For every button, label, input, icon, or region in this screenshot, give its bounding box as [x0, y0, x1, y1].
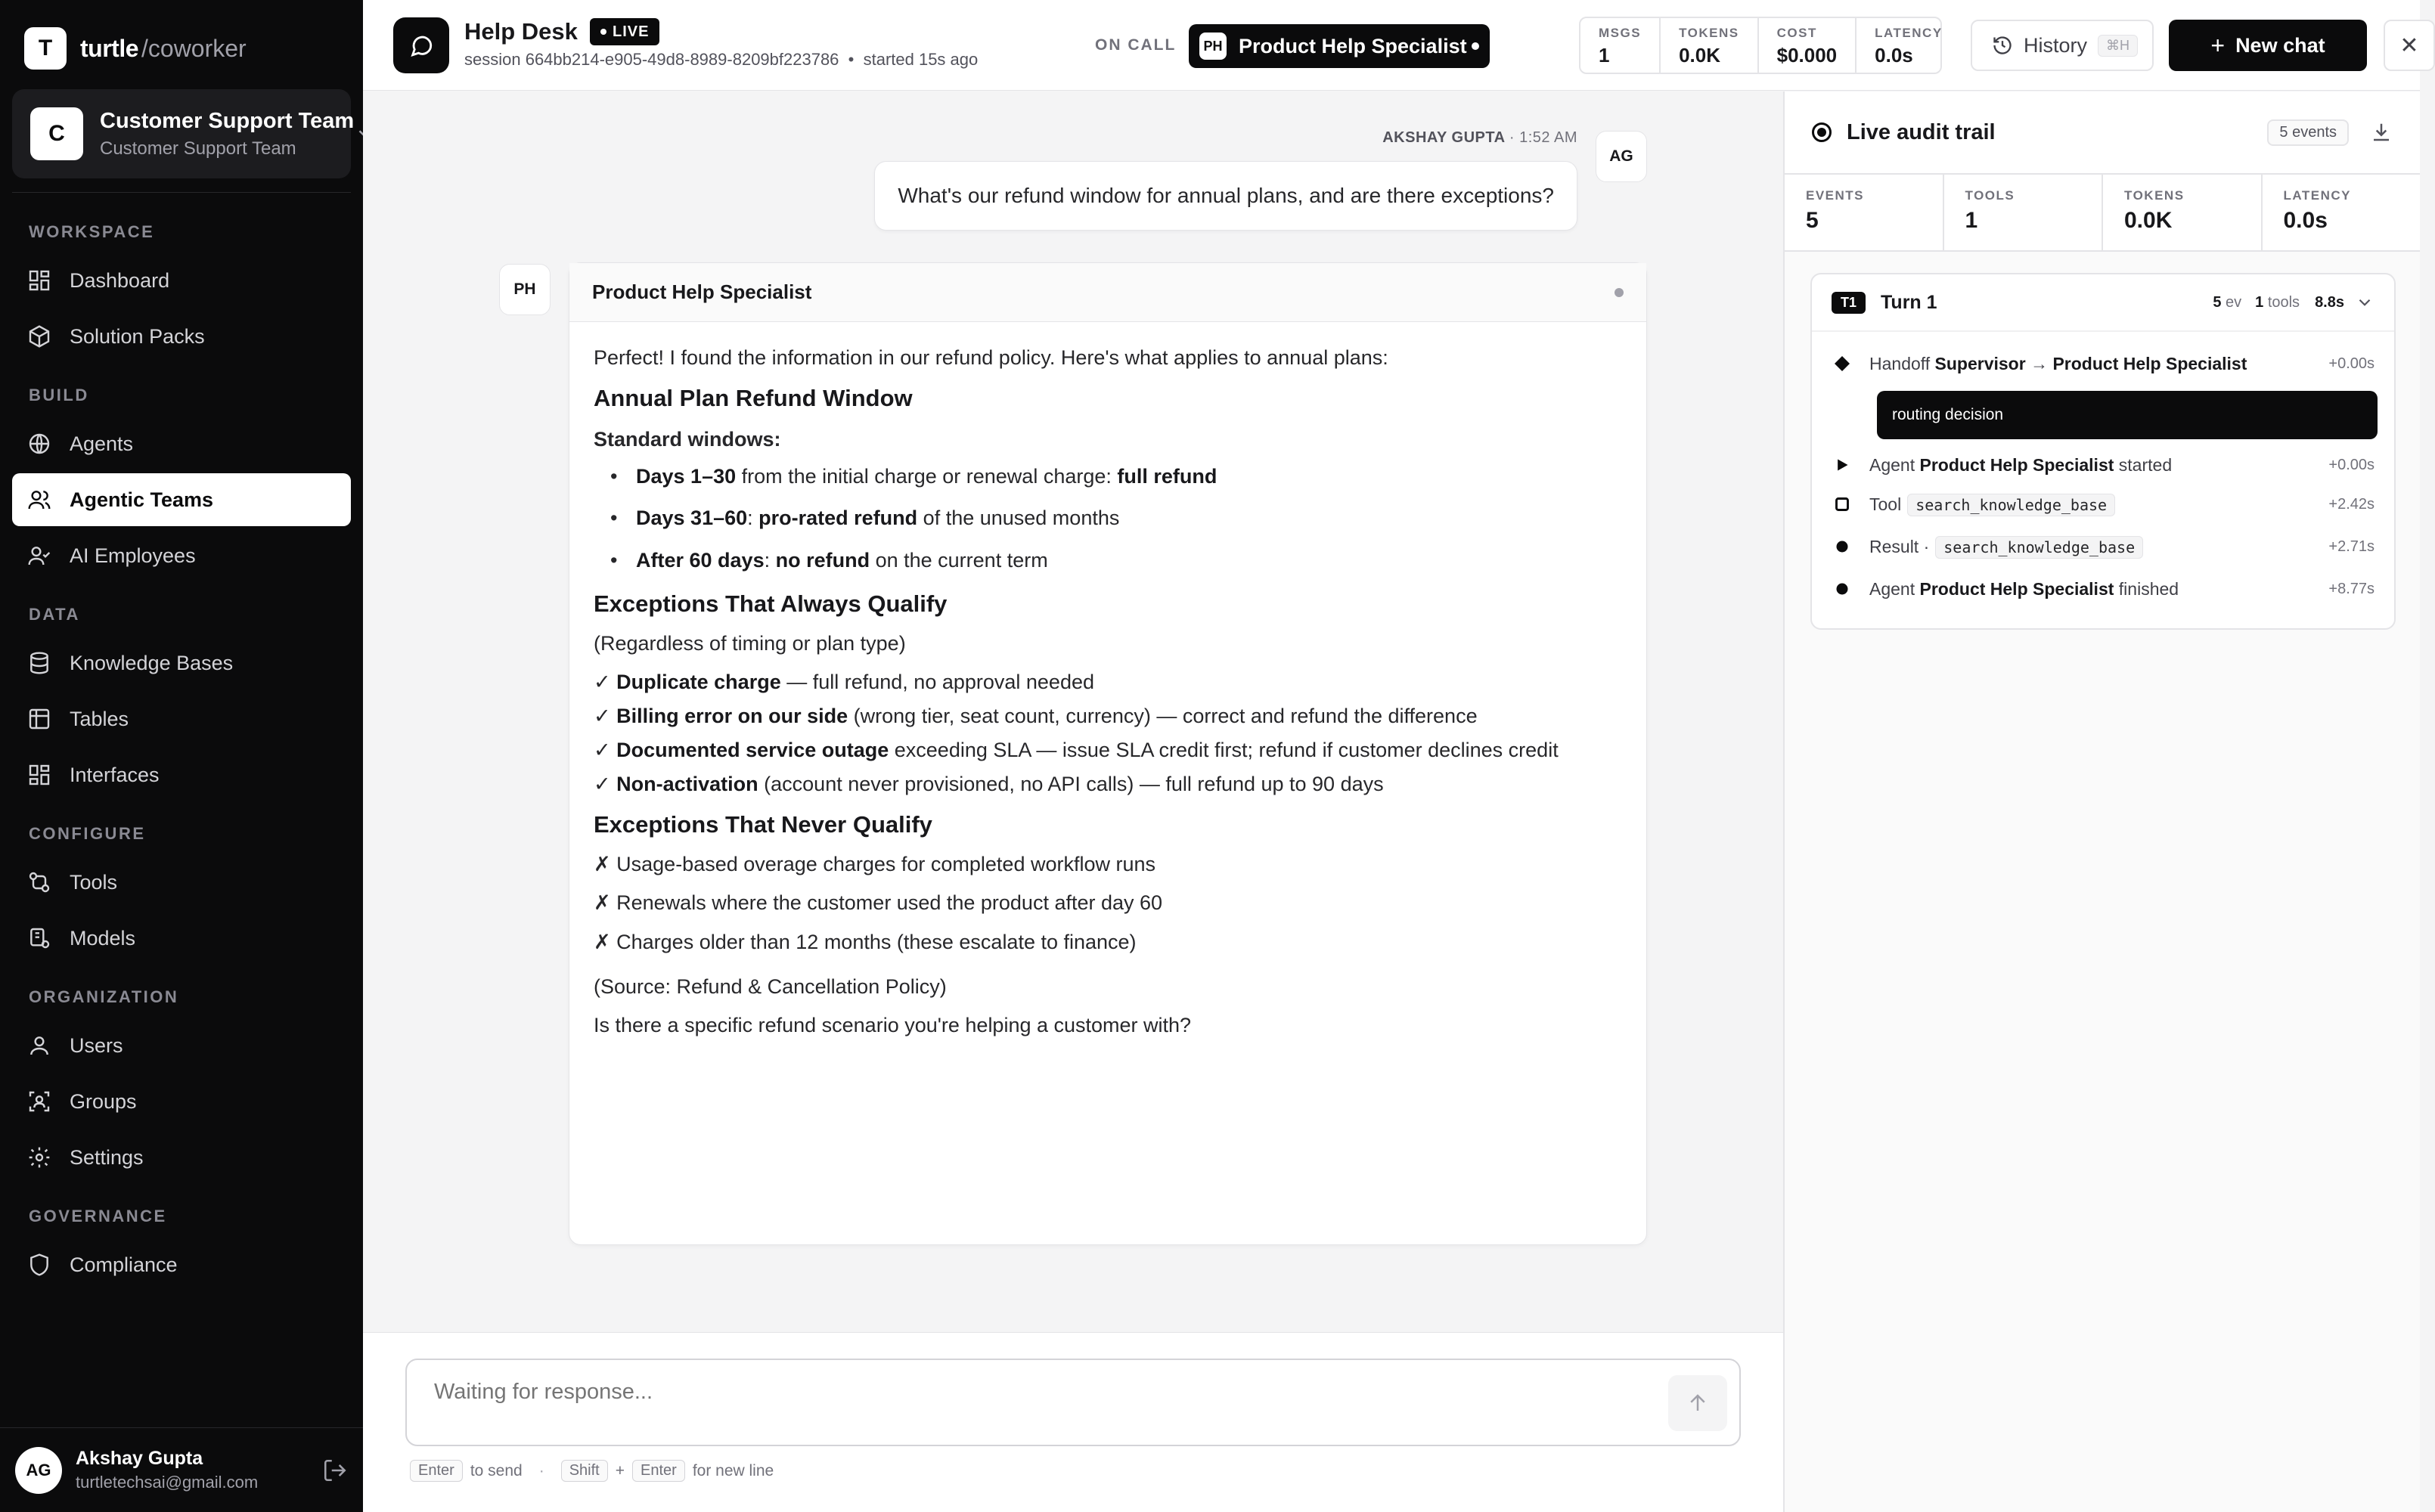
event-tool-call[interactable] [1832, 489, 2375, 519]
agent-message-body [569, 322, 1646, 1064]
brand[interactable] [24, 27, 247, 70]
live-badge [590, 18, 659, 45]
event-label: Agent [1869, 578, 1915, 599]
help-desk-icon [393, 17, 449, 73]
user-email: turtletechsai@gmail.com [76, 1473, 259, 1492]
brand-sub: /coworker [141, 34, 247, 62]
agent-message-header [569, 263, 1646, 322]
tool-chip: search_knowledge_base [1935, 536, 2143, 559]
bold-text: Days 31–60 [636, 507, 748, 530]
groups-icon [27, 1089, 51, 1114]
package-icon [27, 324, 51, 349]
team-name: Customer Support Team [100, 108, 355, 133]
stat-label: TOOLS [1965, 188, 2015, 203]
sidebar-item-agents[interactable] [12, 417, 351, 470]
user-message-meta [1382, 129, 1577, 147]
event-tool-result[interactable] [1832, 531, 2375, 562]
event-arrow: → [2025, 353, 2053, 373]
turn-title: Turn 1 [1881, 291, 1937, 313]
event-suffix: finished [2114, 578, 2179, 599]
send-button[interactable] [1668, 1375, 1727, 1431]
sidebar-item-interfaces[interactable] [12, 748, 351, 801]
sidebar-item-agentic-teams[interactable] [12, 473, 351, 526]
sidebar-item-knowledge-bases[interactable] [12, 637, 351, 689]
bold-text: full refund [1117, 465, 1218, 488]
routing-decision[interactable]: routing decision [1877, 391, 2378, 439]
cross-mark: ✗ [594, 930, 611, 953]
diamond-icon [1832, 353, 1853, 374]
turn-duration: 8.8s [2315, 293, 2344, 311]
qualify-note: (Regardless of timing or plan type) [594, 631, 906, 655]
sidebar-divider [12, 192, 351, 193]
sidebar-item-label: Dashboard [70, 268, 170, 292]
new-chat-label: New chat [2235, 33, 2325, 57]
agent-name: Product Help Specialist [1239, 34, 1467, 57]
follow-up-question: Is there a specific refund scenario you're helping a customer with? [594, 1013, 1192, 1036]
sidebar-item-label: Settings [70, 1145, 144, 1169]
session-started: started 15s ago [863, 50, 979, 69]
turn-header[interactable] [1812, 274, 2394, 332]
close-button[interactable] [2384, 20, 2435, 71]
event-label: Agent [1869, 454, 1915, 475]
list-item [594, 888, 1622, 918]
message-time: · 1:52 AM [1509, 129, 1577, 146]
sidebar-item-label: Knowledge Bases [70, 651, 234, 674]
text: (account never provisioned, no API calls) — full refund up to 90 days [758, 773, 1384, 796]
dashboard-icon [27, 268, 51, 293]
stat-label: EVENTS [1806, 188, 1865, 203]
database-icon [27, 651, 51, 675]
session-stats [1579, 17, 1942, 74]
stat-label: LATENCY [2283, 188, 2352, 203]
sidebar-item-solution-packs[interactable] [12, 310, 351, 363]
sidebar-item-label: Tools [70, 870, 118, 894]
play-icon [1832, 454, 1853, 476]
heading-refund-window: Annual Plan Refund Window [594, 385, 913, 412]
user-message-bubble: What's our refund window for annual plans, and are there exceptions? [874, 161, 1577, 231]
audit-header [1785, 91, 2420, 173]
check-mark: ✓ [594, 739, 611, 761]
text: : [764, 548, 776, 572]
composer [405, 1359, 1741, 1446]
stat-value: $0.000 [1776, 44, 1838, 67]
turn-events-label: ev [2226, 293, 2242, 311]
record-icon [1812, 122, 1832, 142]
sidebar-item-models[interactable] [12, 912, 351, 965]
composer-area [363, 1332, 1783, 1512]
sidebar-item-ai-employees[interactable] [12, 529, 351, 582]
close-icon: ✕ [2399, 33, 2419, 58]
bold-text: Days 1–30 [636, 465, 737, 488]
kbd-enter: Enter [410, 1460, 463, 1482]
list-item [594, 770, 1622, 799]
sidebar-item-label: Groups [70, 1089, 137, 1113]
audit-stat-events [1785, 175, 1944, 250]
text: of the unused months [917, 507, 1120, 530]
session-separator: • [843, 50, 864, 69]
event-agent-finished[interactable] [1832, 574, 2375, 604]
stat-label: TOKENS [2124, 188, 2185, 203]
event-from: Supervisor [1934, 353, 2026, 373]
bold-text: Duplicate charge [616, 670, 781, 693]
on-call-label: ON CALL [1095, 36, 1177, 54]
nav-section-organization: ORGANIZATION [29, 987, 179, 1006]
event-label: Handoff [1869, 353, 1931, 373]
user-text [76, 1448, 322, 1492]
user-check-icon [27, 544, 51, 568]
users-icon [27, 488, 51, 512]
sidebar-nav [12, 215, 351, 1291]
cross-mark: ✗ [594, 891, 611, 915]
message-intro: Perfect! I found the information in our refund policy. Here's what applies to annual plans: [594, 346, 1388, 369]
download-icon[interactable] [2370, 121, 2393, 144]
nav-section-configure: CONFIGURE [29, 824, 146, 843]
dot-icon [1832, 578, 1853, 600]
turn-events-count: 5 [2213, 293, 2222, 311]
stat-msgs [1580, 18, 1661, 73]
gear-icon [27, 1145, 51, 1170]
sidebar-item-groups[interactable] [12, 1075, 351, 1128]
check-mark: ✓ [594, 773, 611, 796]
user-icon [27, 1033, 51, 1058]
event-text [1869, 494, 2328, 515]
plus-icon: + [2210, 31, 2226, 59]
text: (wrong tier, seat count, currency) — correct and refund the difference [848, 704, 1478, 727]
sidebar-item-compliance[interactable] [12, 1238, 351, 1291]
user-name: Akshay Gupta [76, 1448, 203, 1469]
turn-tools-label: tools [2267, 293, 2300, 311]
agent-status-dot [1472, 42, 1479, 50]
text: on the current term [870, 548, 1048, 572]
event-label: Result · [1869, 536, 1930, 556]
dot-icon [1832, 536, 1853, 557]
event-label: Tool [1869, 494, 1902, 514]
stat-label: COST [1776, 26, 1817, 40]
team-text [100, 109, 354, 160]
sidebar-item-settings[interactable] [12, 1131, 351, 1184]
event-time: +0.00s [2328, 456, 2375, 473]
current-user-card[interactable] [0, 1427, 363, 1512]
nav-section-build: BUILD [29, 386, 89, 404]
brand-logo: T [24, 27, 67, 70]
list-item [594, 668, 1622, 697]
chat-header [363, 0, 2420, 91]
team-switcher[interactable] [12, 89, 355, 178]
nav-section-governance: GOVERNANCE [29, 1207, 167, 1225]
stat-value: 1 [1599, 44, 1610, 67]
globe-icon [27, 432, 51, 456]
tool-chip: search_knowledge_base [1907, 494, 2115, 516]
sidebar-item-label: Agentic Teams [70, 488, 214, 511]
team-avatar: C [30, 107, 83, 160]
bold-text: Billing error on our side [616, 704, 848, 727]
stat-latency [1856, 18, 1961, 73]
heading-always-qualify: Exceptions That Always Qualify [594, 590, 948, 617]
sidebar-item-tools[interactable] [12, 856, 351, 909]
avatar: AG [15, 1447, 62, 1494]
windows-list [594, 462, 1622, 575]
check-mark: ✓ [594, 704, 611, 727]
event-text [1869, 354, 2328, 374]
text: : [747, 507, 759, 530]
sidebar [0, 0, 363, 1512]
chevron-down-icon [2355, 293, 2375, 312]
live-dot [600, 29, 606, 35]
agent-avatar: PH [499, 264, 551, 315]
events-count-badge: 5 events [2267, 119, 2349, 146]
hint-plus: + [615, 1461, 625, 1479]
audit-title: Live audit trail [1847, 119, 1996, 144]
turn-tools [2255, 294, 2300, 311]
list-item [594, 702, 1622, 731]
source-note: (Source: Refund & Cancellation Policy) [594, 974, 947, 998]
audit-stat-tokens [2103, 175, 2263, 250]
bold-text: After 60 days [636, 548, 765, 572]
turn-badge: T1 [1832, 292, 1866, 314]
stat-tokens [1661, 18, 1759, 73]
bold-text: no refund [775, 548, 870, 572]
hint-send: to send [470, 1461, 523, 1479]
check-mark: ✓ [594, 670, 611, 693]
sidebar-item-label: Agents [70, 432, 134, 455]
keyboard-hints [410, 1460, 790, 1482]
list-item [594, 850, 1622, 879]
audit-panel [1783, 91, 2420, 1512]
kbd-enter-2: Enter [632, 1460, 685, 1482]
text: Renewals where the customer used the product after day 60 [616, 891, 1163, 915]
list-item [594, 928, 1622, 957]
list-item [594, 546, 1622, 575]
stat-label: TOKENS [1679, 26, 1739, 40]
arrow-up-icon [1686, 1392, 1709, 1414]
message-author: AKSHAY GUPTA [1382, 129, 1505, 146]
list-item [594, 503, 1622, 533]
event-agent: Product Help Specialist [1919, 578, 2114, 599]
avatar: AG [1596, 131, 1647, 182]
text: exceeding SLA — issue SLA credit first; refund if customer declines credit [889, 739, 1559, 761]
event-time: +0.00s [2328, 355, 2375, 372]
event-time: +8.77s [2328, 580, 2375, 597]
stat-value: 1 [1965, 208, 1978, 233]
turn-card [1810, 273, 2396, 630]
chat-transcript [363, 91, 1783, 1331]
sidebar-item-label: Models [70, 926, 136, 950]
agent-message-card [569, 262, 1647, 1245]
nav-section-workspace: WORKSPACE [29, 222, 155, 241]
event-to: Product Help Specialist [2052, 353, 2247, 373]
stat-value: 0.0s [1875, 44, 1913, 67]
audit-stat-tools [1944, 175, 2104, 250]
bold-text: Non-activation [616, 773, 758, 796]
text: Charges older than 12 months (these escalate to finance) [616, 930, 1137, 953]
list-item [594, 462, 1622, 491]
page-title: Help Desk [464, 18, 578, 45]
sidebar-item-label: Tables [70, 707, 129, 730]
sidebar-item-dashboard[interactable] [12, 254, 351, 307]
event-time: +2.71s [2328, 538, 2375, 555]
turn-events [2213, 294, 2241, 311]
event-agent-started[interactable] [1832, 450, 2375, 480]
hint-newline: for new line [692, 1461, 774, 1479]
sidebar-item-label: AI Employees [70, 544, 196, 567]
bold-text: Documented service outage [616, 739, 889, 761]
session-info [464, 50, 978, 70]
stat-value: 5 [1806, 208, 1819, 233]
hint-separator: · [538, 1461, 544, 1479]
heading-never-qualify: Exceptions That Never Qualify [594, 811, 932, 838]
shield-icon [27, 1253, 51, 1277]
stat-label: LATENCY [1875, 26, 1943, 40]
subheading-standard: Standard windows: [594, 428, 781, 451]
event-suffix: started [2114, 454, 2173, 475]
logout-icon[interactable] [322, 1458, 348, 1483]
turn-tools-count: 1 [2255, 293, 2264, 311]
sidebar-item-label: Interfaces [70, 763, 160, 786]
stat-value: 0.0K [1679, 44, 1720, 67]
sidebar-item-label: Solution Packs [70, 324, 205, 348]
text: Usage-based overage charges for completed workflow runs [616, 853, 1156, 876]
stat-value: 0.0s [2283, 208, 2328, 233]
history-label: History [2024, 33, 2088, 57]
list-item [594, 736, 1622, 765]
event-text [1869, 537, 2328, 557]
nav-section-data: DATA [29, 605, 80, 624]
session-id: session 664bb214-e905-49d8-8989-8209bf223786 [464, 50, 839, 69]
stat-label: MSGS [1599, 26, 1642, 40]
sidebar-item-users[interactable] [12, 1019, 351, 1072]
sidebar-item-tables[interactable] [12, 692, 351, 745]
message-input[interactable] [434, 1380, 1599, 1405]
status-dot [1615, 288, 1624, 297]
square-icon [1832, 494, 1853, 515]
new-chat-button[interactable] [2169, 20, 2367, 71]
audit-stats [1785, 173, 2420, 252]
layout-icon [27, 763, 51, 787]
agent-name: Product Help Specialist [592, 280, 812, 303]
kbd-shift: Shift [561, 1460, 608, 1482]
event-text [1869, 579, 2328, 600]
event-text [1869, 455, 2328, 476]
history-shortcut: ⌘H [2098, 35, 2138, 57]
event-time: +2.42s [2328, 495, 2375, 513]
sidebar-item-label: Users [70, 1033, 123, 1057]
stat-value: 0.0K [2124, 208, 2173, 233]
history-icon [1992, 35, 2013, 56]
event-handoff[interactable] [1832, 349, 2375, 379]
history-button[interactable] [1971, 20, 2154, 71]
text: — full refund, no approval needed [780, 670, 1094, 693]
audit-stat-latency [2263, 175, 2421, 250]
chat-bubble-icon [408, 33, 434, 58]
event-agent: Product Help Specialist [1919, 454, 2114, 475]
table-icon [27, 707, 51, 731]
cross-mark: ✗ [594, 853, 611, 876]
live-label: LIVE [613, 23, 650, 40]
tools-icon [27, 870, 51, 894]
brand-name: turtle [80, 34, 138, 62]
team-sub: Customer Support Team [100, 138, 296, 159]
bold-text: pro-rated refund [758, 507, 918, 530]
sidebar-item-label: Compliance [70, 1253, 178, 1276]
agent-avatar: PH [1199, 33, 1227, 60]
on-call-agent-pill[interactable] [1189, 24, 1490, 68]
text: from the initial charge or renewal charge: [736, 465, 1118, 488]
stat-cost [1759, 18, 1857, 73]
models-icon [27, 926, 51, 950]
